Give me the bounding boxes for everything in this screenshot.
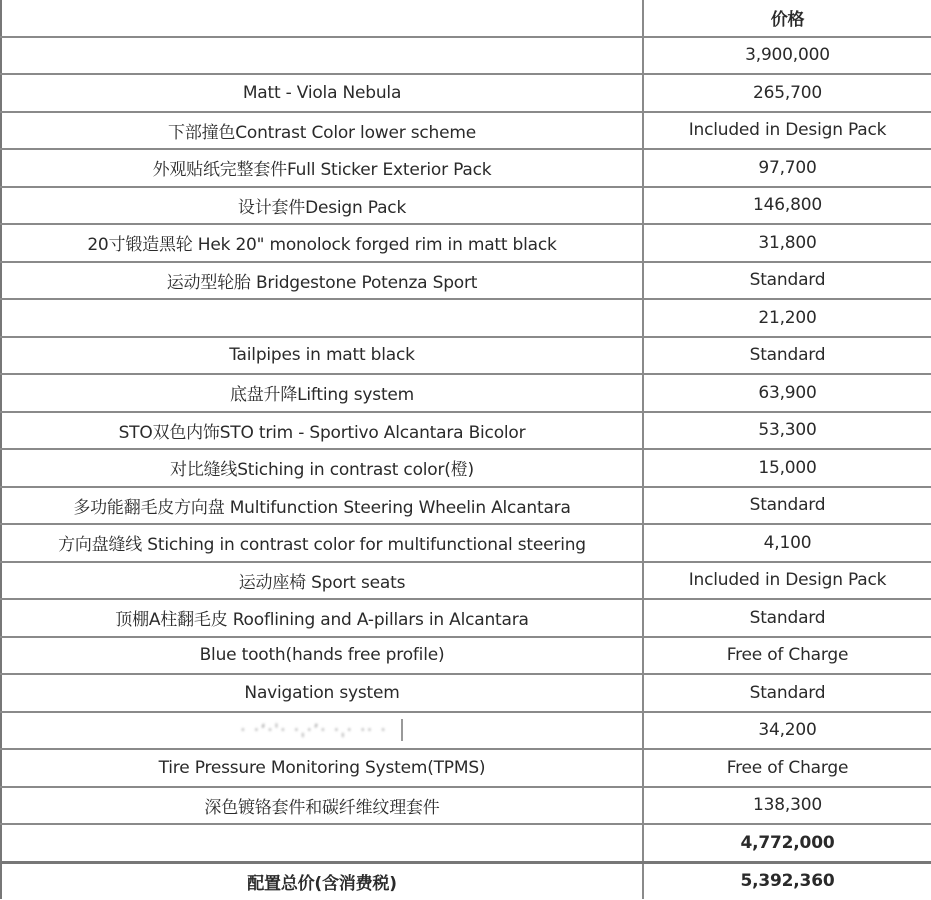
price-cell: 3,900,000 bbox=[643, 37, 931, 75]
price-cell: 15,000 bbox=[643, 449, 931, 487]
item-cell-redacted bbox=[1, 712, 643, 750]
item-cell: STO双色内饰STO trim - Sportivo Alcantara Bicolor bbox=[1, 412, 643, 450]
price-cell: 4,100 bbox=[643, 524, 931, 562]
header-item-cell bbox=[1, 0, 643, 37]
price-cell: Included in Design Pack bbox=[643, 562, 931, 600]
item-cell: Tire Pressure Monitoring System(TPMS) bbox=[1, 749, 643, 787]
blurred-text: · ·ʻ·ˈ· ·ˌ·ʼ· ·ˌ· ·· · bbox=[240, 721, 388, 740]
price-cell: 146,800 bbox=[643, 187, 931, 225]
subtotal-label-cell bbox=[1, 824, 643, 862]
item-cell: 对比缝线Stiching in contrast color(橙) bbox=[1, 449, 643, 487]
item-cell: 底盘升降Lifting system bbox=[1, 374, 643, 412]
table-header-row bbox=[1, 0, 931, 37]
subtotal-price-cell: 4,772,000 bbox=[643, 824, 931, 862]
price-cell: Standard bbox=[643, 674, 931, 712]
header-price-cell: 价格 bbox=[643, 0, 931, 37]
table-row bbox=[1, 562, 931, 600]
price-cell: Free of Charge bbox=[643, 749, 931, 787]
item-cell: 20寸锻造黑轮 Hek 20" monolock forged rim in matt black bbox=[1, 224, 643, 262]
price-cell: Included in Design Pack bbox=[643, 112, 931, 150]
price-cell: 97,700 bbox=[643, 149, 931, 187]
item-cell: 外观贴纸完整套件Full Sticker Exterior Pack bbox=[1, 149, 643, 187]
table-row bbox=[1, 749, 931, 787]
table-row bbox=[1, 374, 931, 412]
item-cell: 下部撞色Contrast Color lower scheme bbox=[1, 112, 643, 150]
table-row bbox=[1, 337, 931, 375]
table-row bbox=[1, 224, 931, 262]
table-row bbox=[1, 412, 931, 450]
table-row bbox=[1, 599, 931, 637]
price-cell: Standard bbox=[643, 487, 931, 525]
price-cell: 138,300 bbox=[643, 787, 931, 825]
table-row bbox=[1, 37, 931, 75]
total-price-cell: 5,392,360 bbox=[643, 862, 931, 899]
price-cell: Standard bbox=[643, 599, 931, 637]
item-cell: Tailpipes in matt black bbox=[1, 337, 643, 375]
item-cell: 顶棚A柱翻毛皮 Rooflining and A-pillars in Alcantara bbox=[1, 599, 643, 637]
item-cell: 多功能翻毛皮方向盘 Multifunction Steering Wheelin Alcantara bbox=[1, 487, 643, 525]
item-cell: 运动型轮胎 Bridgestone Potenza Sport bbox=[1, 262, 643, 300]
item-cell: Matt - Viola Nebula bbox=[1, 74, 643, 112]
price-cell: 34,200 bbox=[643, 712, 931, 750]
price-cell: 63,900 bbox=[643, 374, 931, 412]
blur-bar-icon bbox=[401, 719, 403, 741]
total-label-cell: 配置总价(含消费税) bbox=[1, 862, 643, 899]
item-cell: 方向盘缝线 Stiching in contrast color for multifunctional steering bbox=[1, 524, 643, 562]
table-row bbox=[1, 487, 931, 525]
item-cell bbox=[1, 37, 643, 75]
table-row bbox=[1, 262, 931, 300]
price-cell: Standard bbox=[643, 337, 931, 375]
total-row bbox=[1, 862, 931, 899]
price-cell: 265,700 bbox=[643, 74, 931, 112]
item-cell: 运动座椅 Sport seats bbox=[1, 562, 643, 600]
table-row bbox=[1, 74, 931, 112]
table-row bbox=[1, 674, 931, 712]
table-row bbox=[1, 299, 931, 337]
table-row bbox=[1, 524, 931, 562]
item-cell: Navigation system bbox=[1, 674, 643, 712]
table-row bbox=[1, 712, 931, 750]
item-cell bbox=[1, 299, 643, 337]
table-row bbox=[1, 112, 931, 150]
price-cell: 31,800 bbox=[643, 224, 931, 262]
table-row bbox=[1, 149, 931, 187]
price-cell: Free of Charge bbox=[643, 637, 931, 675]
table-row bbox=[1, 449, 931, 487]
subtotal-row bbox=[1, 824, 931, 862]
table-row bbox=[1, 187, 931, 225]
item-cell: 深色镀铬套件和碳纤维纹理套件 bbox=[1, 787, 643, 825]
price-cell: Standard bbox=[643, 262, 931, 300]
price-cell: 53,300 bbox=[643, 412, 931, 450]
price-cell: 21,200 bbox=[643, 299, 931, 337]
item-cell: 设计套件Design Pack bbox=[1, 187, 643, 225]
table-row bbox=[1, 787, 931, 825]
table-row bbox=[1, 637, 931, 675]
item-cell: Blue tooth(hands free profile) bbox=[1, 637, 643, 675]
